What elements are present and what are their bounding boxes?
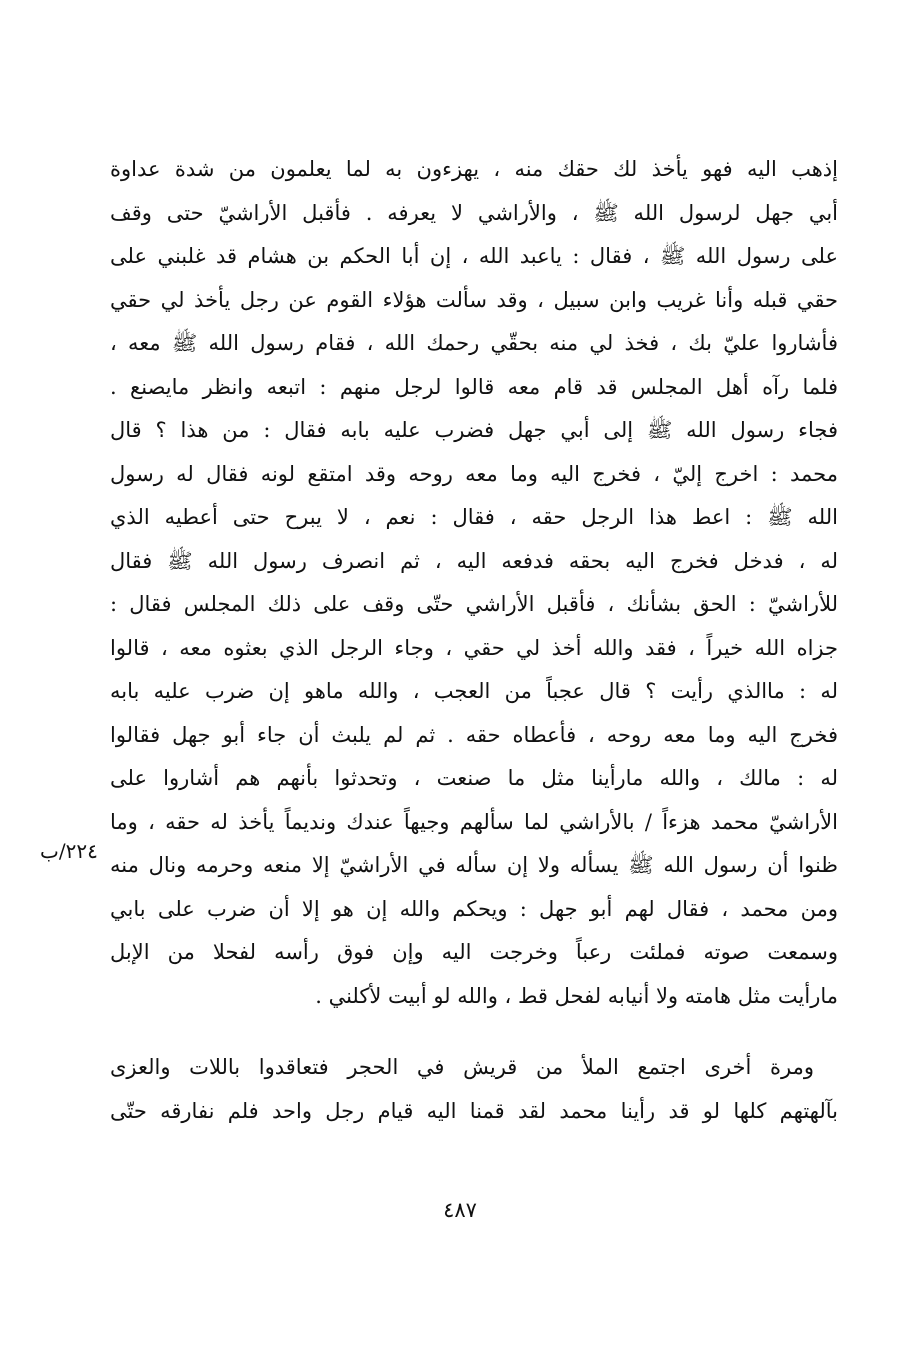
text-line: حقي قبله وأنا غريب وابن سبيل ، وقد سألت هؤلاء القوم عن رجل يأخذ لي حقي	[110, 287, 838, 312]
text-line: جزاه الله خيراً ، فقد والله أخذ لي حقي ، وجاء الرجل الذي بعثوه معه ، قالوا	[110, 635, 838, 660]
text-line: فأشاروا عليّ بك ، فخذ لي منه بحقّي رحمك الله ، فقام رسول الله ﷺ معه ،	[110, 331, 838, 355]
text-line: فخرج اليه وما معه روحه ، فأعطاه حقه . ثم لم يلبث أن جاء أبو جهل فقالوا	[110, 722, 838, 747]
text-line: فلما رآه أهل المجلس قد قام معه قالوا لرجل منهم : اتبعه وانظر مايصنع .	[110, 374, 838, 399]
text-line: مارأيت مثل هامته ولا أنيابه لفحل قط ، والله لو أبيت لأكلني .	[315, 983, 838, 1008]
text-line: للأراشيّ : الحق بشأنك ، فأقبل الأراشي حتّى وقف على ذلك المجلس فقال :	[110, 592, 838, 616]
paragraph-gap	[110, 1018, 838, 1046]
main-text	[110, 148, 838, 1133]
text-line: ومرة أخرى اجتمع الملأ من قريش في الحجر فتعاقدوا باللات والعزى	[110, 1055, 814, 1079]
text-line: له ، فدخل فخرج اليه بحقه فدفعه اليه ، ثم انصرف رسول الله ﷺ فقال	[110, 548, 838, 573]
text-line: إذهب اليه فهو يأخذ لك حقك منه ، يهزءون به لما يعلمون من شدة عداوة	[110, 157, 838, 181]
margin-folio-note: ٢٢٤/ب	[40, 839, 98, 863]
text-line: وسمعت صوته فملئت رعباً وخرجت اليه وإن فوق رأسه لفحلا من الإبل	[110, 940, 838, 964]
text-line: ظنوا أن رسول الله ﷺ يسأله ولا إن سأله في الأراشيّ إلا منعه وحرمه ونال منه	[110, 853, 838, 877]
page-number: ٤٨٧	[443, 1198, 477, 1222]
text-line: الله ﷺ : اعط هذا الرجل حقه ، فقال : نعم ، لا يبرح حتى أعطيه الذي	[110, 505, 838, 529]
text-line: بآلهتهم كلها لو قد رأينا محمد لقد قمنا اليه قيام رجل واحد فلم نفارقه حتّى	[110, 1098, 838, 1123]
text-line: له : مالك ، والله مارأينا مثل ما صنعت ، وتحدثوا بأنهم هم أشاروا على	[110, 766, 838, 790]
text-line: ومن محمد ، فقال لهم أبو جهل : ويحكم والله إن هو إلا أن ضرب على بابي	[110, 896, 838, 921]
text-line: أبي جهل لرسول الله ﷺ ، والأراشي لا يعرفه . فأقبل الأراشيّ حتى وقف	[110, 200, 838, 225]
text-line: محمد : اخرج إليّ ، فخرج اليه وما معه روحه وقد امتقع لونه فقال له رسول	[110, 461, 838, 486]
text-line: الأراشيّ محمد هزءاً / بالأراشي لما سألهم وجيهاً عندك ونديماً يأخذ له حقه ، وما	[110, 809, 838, 834]
text-line: له : ماالذي رأيت ؟ قال عجباً من العجب ، والله ماهو إن ضرب عليه بابه	[110, 679, 838, 703]
text-line: على رسول الله ﷺ ، فقال : ياعبد الله ، إن أبا الحكم بن هشام قد غلبني على	[110, 244, 838, 268]
text-line: فجاء رسول الله ﷺ إلى أبي جهل فضرب عليه بابه فقال : من هذا ؟ قال	[110, 418, 838, 442]
